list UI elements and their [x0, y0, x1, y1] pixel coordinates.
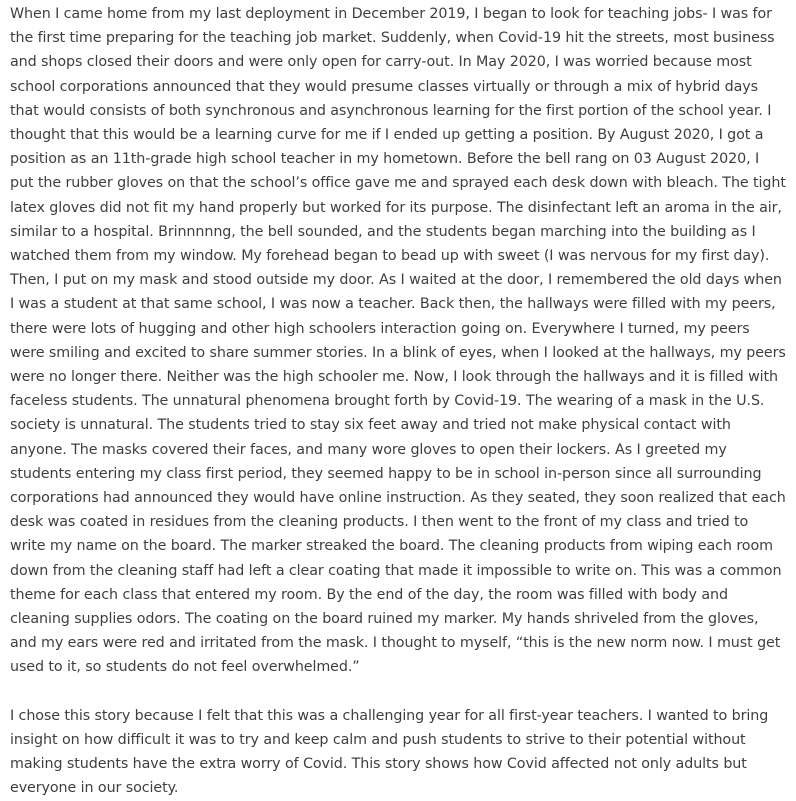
- reflection-paragraph: I chose this story because I felt that this was a challenging year for all first-year teachers. I wanted to bring insight on how difficult it was to try and keep calm and push students to strive to their potential without making students have the extra worry of Covid. This story shows how Covid affected not only adults but everyone in our society.: [10, 707, 769, 797]
- story-paragraph: When I came home from my last deployment in December 2019, I began to look for teaching jobs- I was for the first time preparing for the teaching job market. Suddenly, when Covid-19 hit the streets, most business and shops closed their doors and were only open for carry-out. In May 2020, I was worried because most school corporations announced that they would presume classes virtually or through a mix of hybrid days that would consists of both synchronous and asynchronous learning for the first portion of the school year. I thought that this would be a learning curve for me if I ended up getting a position. By August 2020, I got a position as an 11th-grade high school teacher in my hometown. Before the bell rang on 03 August 2020, I put the rubber gloves on that the school’s office gave me and sprayed each desk down with bleach. The tight latex gloves did not fit my hand properly but worked for its purpose. The disinfectant left an aroma in the air, similar to a hospital. Brinnnnng, the bell sounded, and the students began marching into the building as I watched them from my window. My forehead began to bead up with sweet (I was nervous for my first day). Then, I put on my mask and stood outside my door. As I waited at the door, I remembered the old days when I was a student at that same school, I was now a teacher. Back then, the hallways were filled with my peers, there were lots of hugging and other high schoolers interaction going on. Everywhere I turned, my peers were smiling and excited to share summer stories. In a blink of eyes, when I looked at the hallways, my peers were no longer there. Neither was the high schooler me. Now, I look through the hallways and it is filled with faceless students. The unnatural phenomena brought forth by Covid-19. The wearing of a mask in the U.S. society is unnatural. The students tried to stay six feet away and tried not make physical contact with anyone. The masks covered their faces, and many wore gloves to open their lockers. As I greeted my students entering my class first period, they seemed happy to be in school in-person since all surrounding corporations had announced they would have online instruction. As they seated, they soon realized that each desk was coated in residues from the cleaning products. I then went to the front of my class and tried to write my name on the board. The marker streaked the board. The cleaning products from wiping each room down from the cleaning staff had left a clear coating that made it impossible to write on. This was a common theme for each class that entered my room. By the end of the day, the room was filled with body and cleaning supplies odors. The coating on the board ruined my marker. My hands shriveled from the gloves, and my ears were red and irritated from the mask. I thought to myself, “this is the new norm now. I must get used to it, so students do not feel overwhelmed.”: [10, 6, 786, 676]
- document-body: [10, 2, 786, 801]
- paragraph-spacer: [10, 680, 786, 704]
